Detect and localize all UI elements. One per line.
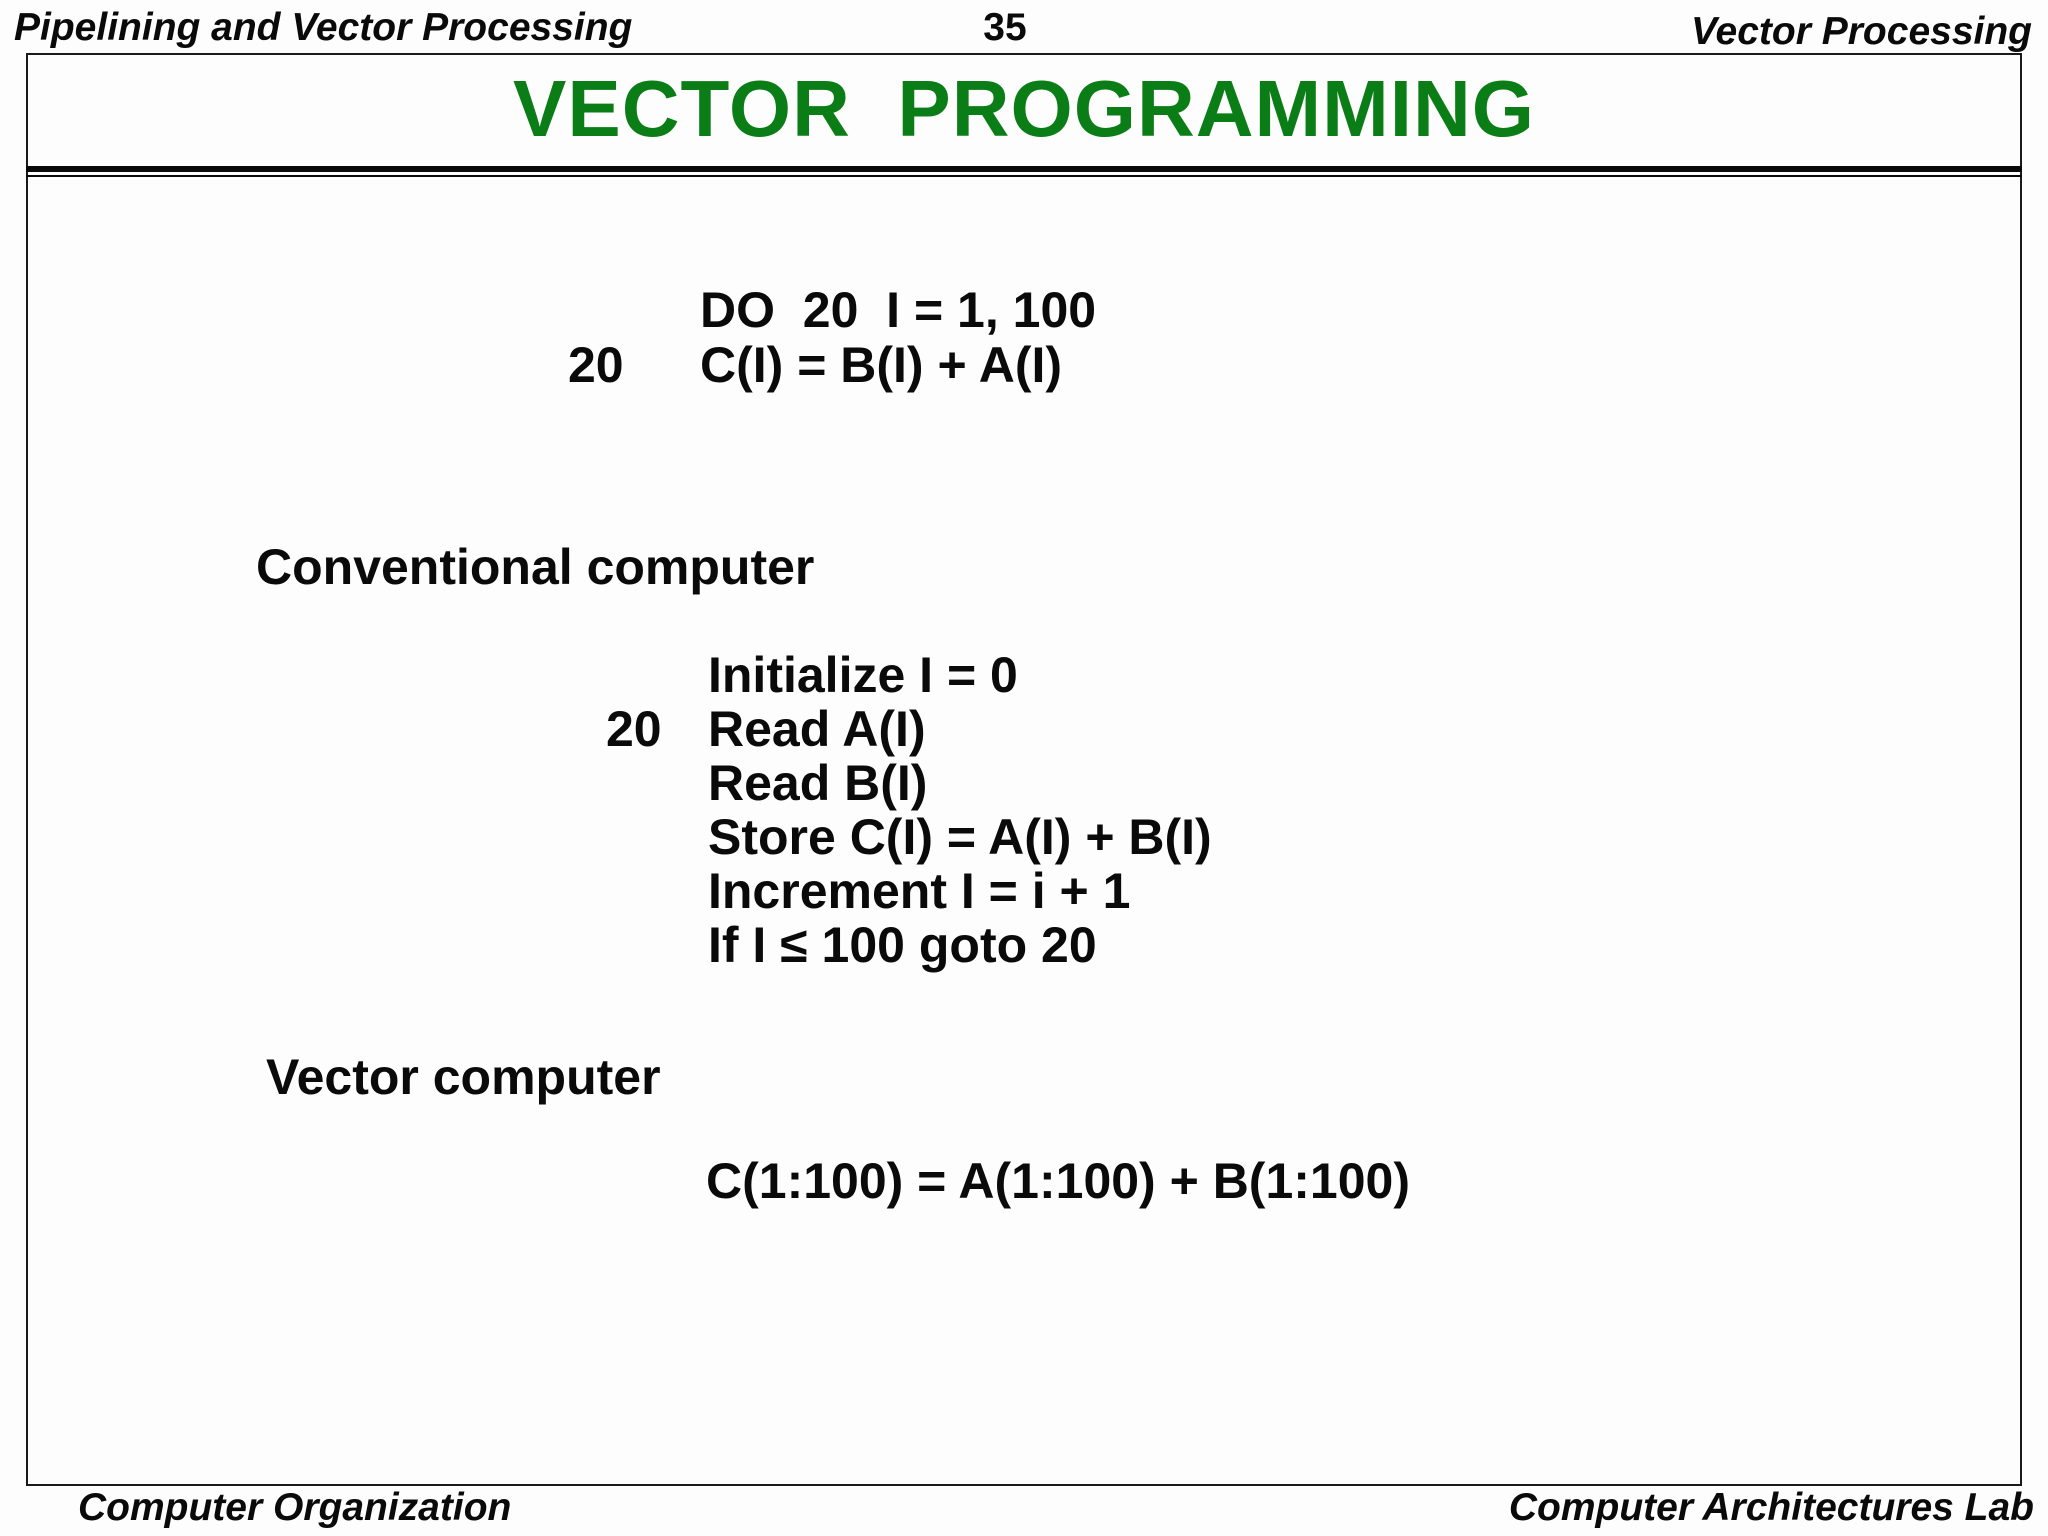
- footer-course-name: Computer Organization: [78, 1486, 512, 1529]
- loop-do-statement: DO 20 I = 1, 100: [700, 282, 1097, 338]
- conventional-steps: [708, 648, 1212, 972]
- loop-label-number: 20: [568, 337, 624, 393]
- footer-lab-name: Computer Architectures Lab: [1508, 1486, 2034, 1529]
- step-store-c: Store C(I) = A(I) + B(I): [708, 809, 1212, 865]
- title-divider-thin: [26, 175, 2022, 177]
- page-number: 35: [983, 6, 1027, 49]
- step-branch: If I ≤ 100 goto 20: [708, 917, 1097, 973]
- loop-body-statement: C(I) = B(I) + A(I): [700, 337, 1063, 393]
- vector-statement: C(1:100) = A(1:100) + B(1:100): [706, 1153, 1410, 1209]
- step-read-a: Read A(I): [708, 701, 926, 757]
- conventional-computer-heading: Conventional computer: [256, 539, 815, 595]
- header-course-topic: Pipelining and Vector Processing: [14, 6, 633, 49]
- step-initialize: Initialize I = 0: [708, 647, 1018, 703]
- step-read-b: Read B(I): [708, 755, 928, 811]
- step-increment: Increment I = i + 1: [708, 863, 1131, 919]
- vector-computer-heading: Vector computer: [266, 1049, 661, 1105]
- header-section-title: Vector Processing: [1690, 10, 2032, 53]
- conventional-label-number: 20: [606, 701, 662, 757]
- slide-title: VECTOR PROGRAMMING: [512, 64, 1535, 153]
- title-divider-thick: [26, 166, 2022, 172]
